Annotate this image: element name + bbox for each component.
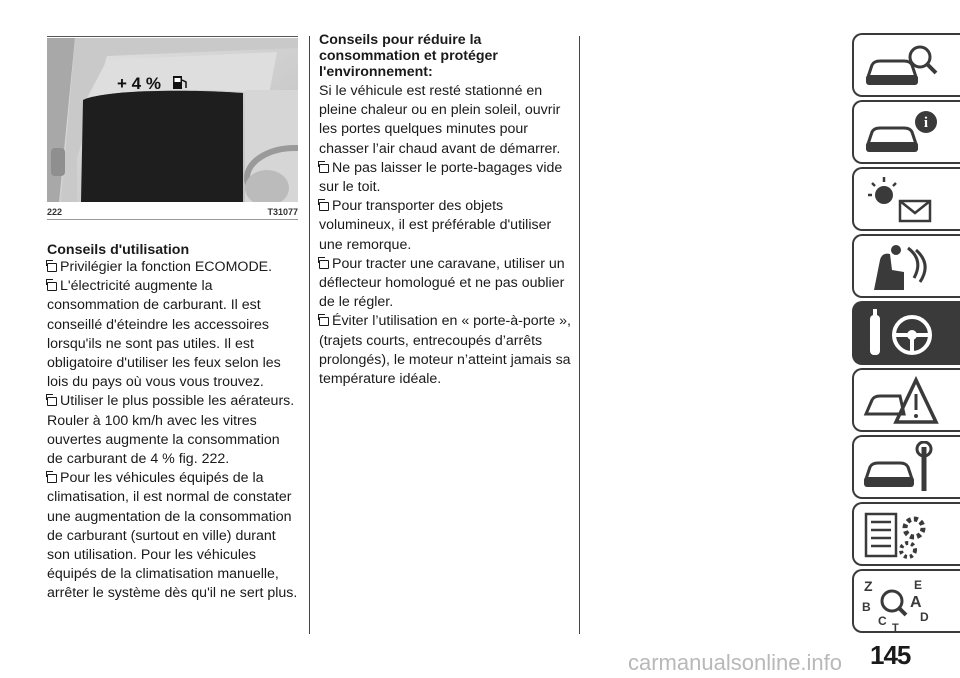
svg-text:B: B: [862, 600, 871, 614]
figure-caption-rule: [47, 219, 298, 220]
key-steering-wheel-icon: [860, 307, 940, 363]
car-wrench-icon: [860, 441, 940, 497]
tab-maintenance[interactable]: [852, 435, 960, 499]
checkbox-bullet-icon: [319, 317, 329, 326]
figure-overlay-text: + 4 %: [117, 74, 161, 93]
tab-emergency[interactable]: [852, 368, 960, 432]
checkbox-bullet-icon: [319, 260, 329, 269]
left-column: [47, 242, 299, 604]
car-info-icon: [860, 106, 940, 162]
svg-text:D: D: [920, 610, 929, 624]
svg-text:i: i: [923, 115, 929, 131]
car-warning-triangle-icon: [860, 374, 940, 430]
list-item: Pour les véhicules équipés de la climatisation, il est normal de constater une augmentation de la consommation de carburant (surtout en ville) durant son utilisation. Pour les véhicules équipés de la climatisation manuelle, arrêter le système dès qu'il ne sert plus.: [47, 470, 298, 602]
svg-text:E: E: [914, 578, 923, 592]
list-item: Pour tracter une caravane, utiliser un déflecteur homologué et ne pas oublier de le régler.: [319, 255, 565, 311]
list-item: Pour transporter des objets volumineux, il est préférable d'utiliser une remorque.: [319, 198, 552, 253]
list-item: Ne pas laisser le porte-bagages vide sur le toit.: [319, 159, 563, 196]
right-column: [319, 32, 571, 389]
figure-number: 222: [47, 207, 63, 217]
tab-warning-messages[interactable]: [852, 167, 960, 231]
right-intro: Si le véhicule est resté stationné en pleine chaleur ou en plein soleil, ouvrir les portes quelques minutes pour chasser l’air chaud avant de démarrer.: [319, 83, 561, 157]
list-item: Éviter l’utilisation en « porte-à-porte », (trajets courts, entrecoupés d’arrêts prolongés), le moteur n’atteint jamais sa température idéale.: [319, 313, 571, 388]
watermark-text: carmanualsonline.info: [628, 650, 843, 675]
tab-car-info[interactable]: [852, 100, 960, 164]
list-item: Utiliser le plus possible les aérateurs. Rouler à 100 km/h avec les vitres ouvertes augmente la consommation de carburant de 4 % fig. 222.: [47, 393, 295, 468]
warning-light-message-icon: [860, 173, 940, 229]
figure-car-window: [47, 38, 298, 202]
figure-top-rule: [47, 36, 298, 37]
tab-technical-specs[interactable]: [852, 502, 960, 566]
car-window-illustration: [47, 38, 298, 202]
left-heading: Conseils d'utilisation: [47, 242, 190, 258]
figure-code: T31077: [267, 207, 298, 217]
checkbox-bullet-icon: [47, 474, 57, 483]
tab-safety[interactable]: [852, 234, 960, 298]
checkbox-bullet-icon: [319, 202, 329, 211]
checkbox-bullet-icon: [47, 282, 57, 291]
svg-text:Z: Z: [864, 578, 873, 594]
tab-starting-driving[interactable]: [852, 301, 960, 365]
page-number: 145: [870, 640, 911, 670]
list-item: L'électricité augmente la consommation de carburant. Il est conseillé d'éteindre les accessoires lorsqu'ils ne sont pas utiles. Il est obligatoire d'utiliser les feux selon les lois du pays où vous vous trouvez.: [47, 278, 281, 391]
svg-text:A: A: [910, 594, 922, 611]
column-divider: [309, 36, 310, 634]
svg-text:C: C: [878, 614, 887, 628]
checkbox-bullet-icon: [47, 397, 57, 406]
list-item: Privilégier la fonction ECOMODE.: [47, 258, 299, 277]
column-divider-right: [579, 36, 580, 634]
specs-gears-icon: [860, 508, 940, 564]
right-heading: Conseils pour réduire la consommation et protéger l'environnement:: [319, 32, 498, 80]
svg-text:T: T: [892, 622, 899, 631]
checkbox-bullet-icon: [319, 164, 329, 173]
checkbox-bullet-icon: [47, 263, 57, 272]
tab-car-search[interactable]: [852, 33, 960, 97]
tab-index[interactable]: [852, 569, 960, 633]
airbag-seat-icon: [860, 240, 940, 296]
car-search-icon: [860, 39, 940, 95]
index-search-icon: [860, 575, 940, 631]
